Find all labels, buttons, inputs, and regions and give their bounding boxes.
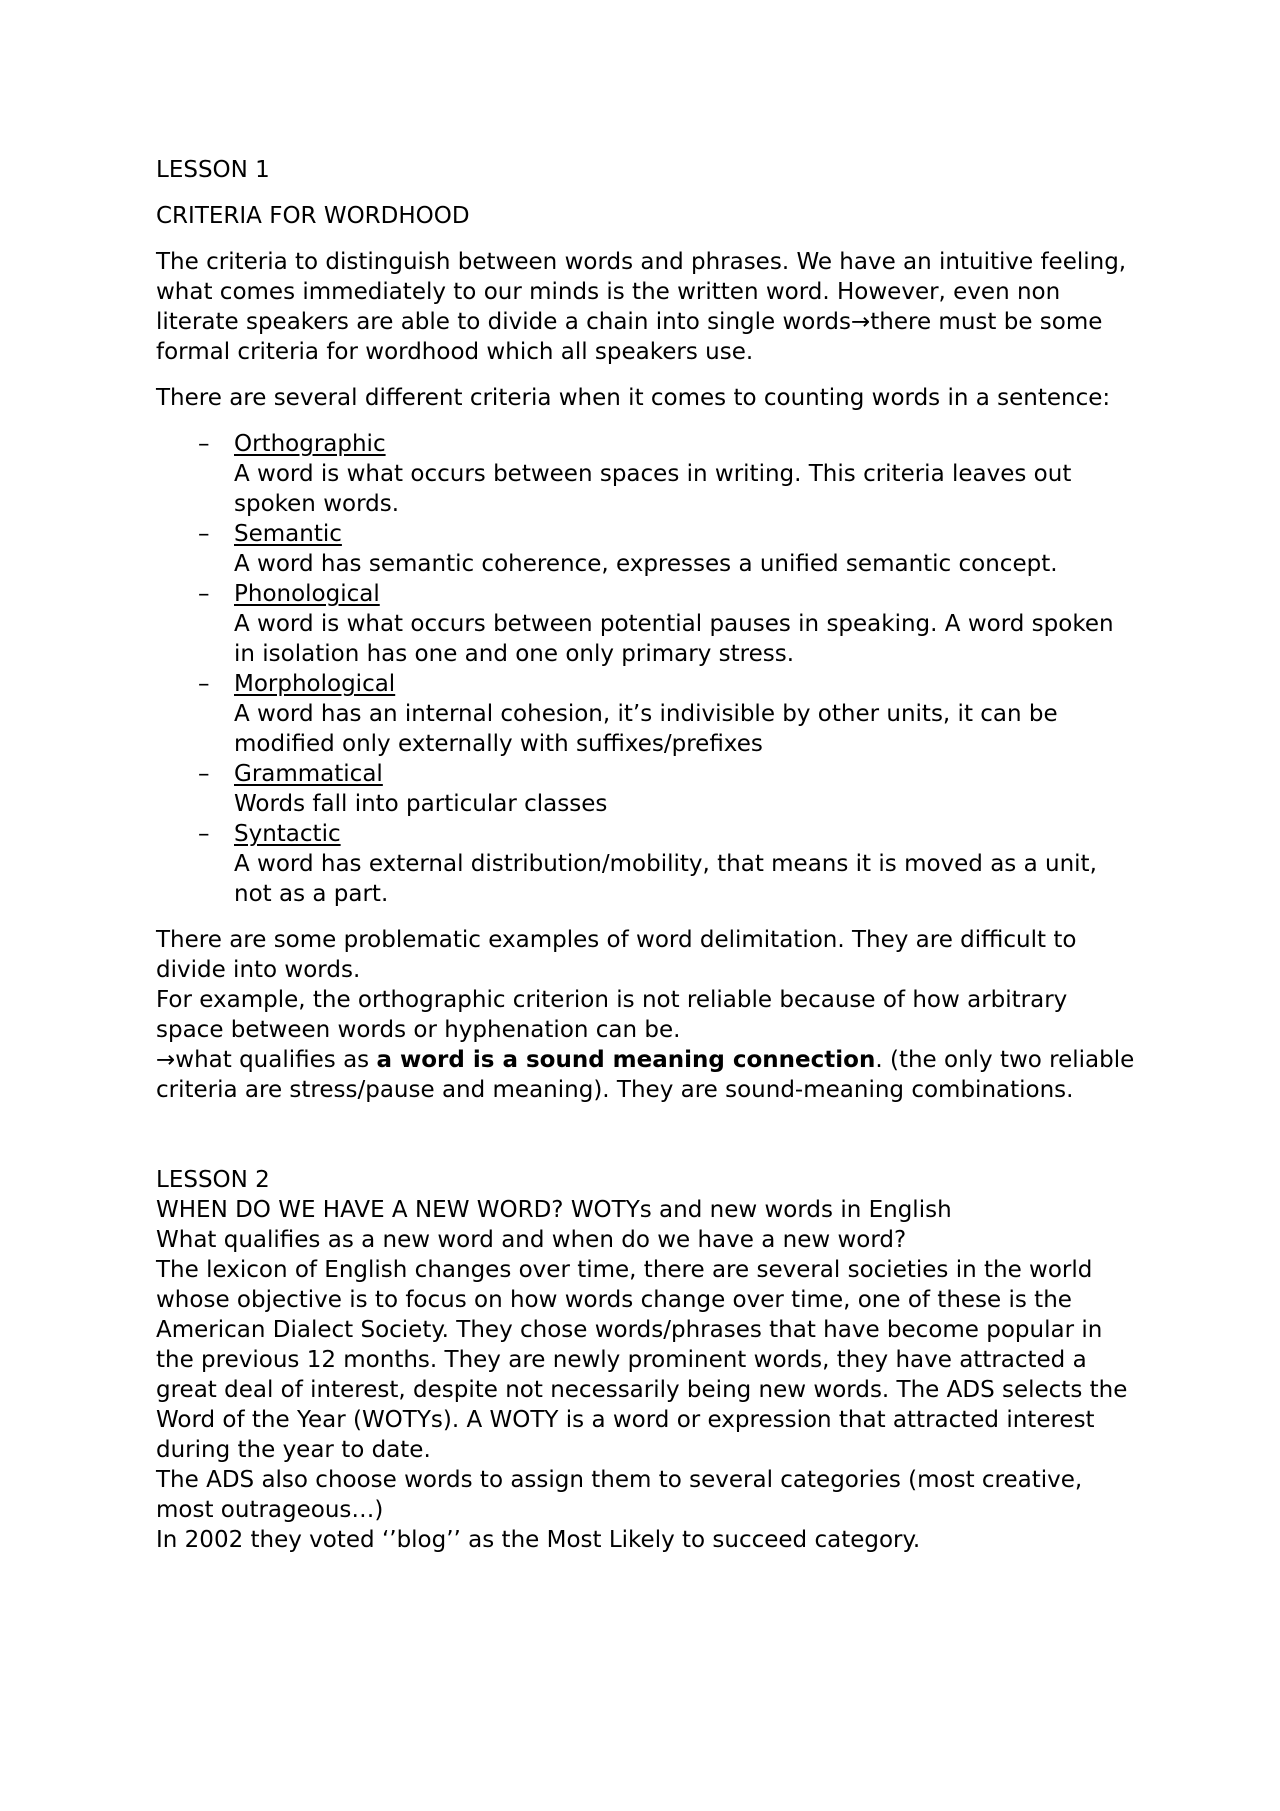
conclusion-bold-phrase: a word is a sound meaning connection xyxy=(376,1047,876,1073)
list-item xyxy=(156,579,1136,669)
lesson-1-heading: LESSON 1 xyxy=(156,157,270,183)
problematic-examples xyxy=(156,925,1136,1105)
lesson-2-title: WHEN DO WE HAVE A NEW WORD? WOTYs and new words in English xyxy=(156,1197,952,1223)
criterion-title: Grammatical xyxy=(234,761,383,787)
conclusion-tail: . (the only two reliable criteria are stress/pause and meaning). They are sound-meaning combinations. xyxy=(156,1047,1135,1103)
lesson-2-section xyxy=(156,1165,1136,1555)
dash-bullet: – xyxy=(198,431,210,457)
conclusion-lead: →what qualifies as xyxy=(156,1047,377,1073)
problem-paragraph-2: For example, the orthographic criterion is not reliable because of how arbitrary space between words or hyphenation can be. xyxy=(156,987,1068,1043)
lesson-1-intro: The criteria to distinguish between words and phrases. We have an intuitive feeling, what comes immediately to our minds is the written word. However, even non literate speakers are able to divide a chain into single words→there must be some formal criteria for wordhood which all speakers use. xyxy=(156,249,1127,365)
criterion-title: Morphological xyxy=(234,671,396,697)
criterion-title: Phonological xyxy=(234,581,380,607)
lesson-2-paragraph-3: In 2002 they voted ‘’blog’’ as the Most Likely to succeed category. xyxy=(156,1527,921,1553)
lesson-2-paragraph-2: The ADS also choose words to assign them to several categories (most creative, most outrageous…) xyxy=(156,1467,1083,1523)
criteria-list-intro: There are several different criteria when it comes to counting words in a sentence: xyxy=(156,385,1111,411)
conclusion-paragraph xyxy=(156,1045,1136,1105)
lesson-2-paragraph-1: The lexicon of English changes over time, there are several societies in the world whose objective is to focus on how words change over time, one of these is the American Dialect Society. They chose words/phrases that have become popular in the previous 12 months. They are newly prominent words, they have attracted a great deal of interest, despite not necessarily being new words. The ADS selects the Word of the Year (WOTYs). A WOTY is a word or expression that attracted interest during the year to date. xyxy=(156,1257,1128,1463)
lesson-1-title: CRITERIA FOR WORDHOOD xyxy=(156,203,470,229)
criterion-description: A word has semantic coherence, expresses a unified semantic concept. xyxy=(234,551,1058,577)
list-item xyxy=(156,669,1136,759)
criterion-title: Semantic xyxy=(234,521,342,547)
dash-bullet: – xyxy=(198,581,210,607)
list-item xyxy=(156,759,1136,819)
lesson-2-question: What qualifies as a new word and when do we have a new word? xyxy=(156,1227,907,1253)
list-item xyxy=(156,519,1136,579)
lesson-2-heading: LESSON 2 xyxy=(156,1167,270,1193)
criterion-description: A word is what occurs between potential pauses in speaking. A word spoken in isolation has one and one only primary stress. xyxy=(234,611,1114,667)
criterion-title: Orthographic xyxy=(234,431,386,457)
list-item xyxy=(156,429,1136,519)
problem-paragraph-1: There are some problematic examples of word delimitation. They are difficult to divide into words. xyxy=(156,927,1077,983)
dash-bullet: – xyxy=(198,821,210,847)
criterion-description: A word has an internal cohesion, it’s indivisible by other units, it can be modified only externally with suffixes/prefixes xyxy=(234,701,1058,757)
lesson-1-section xyxy=(156,155,1136,1105)
document-page xyxy=(156,155,1136,1555)
criteria-list xyxy=(156,429,1136,909)
criterion-description: A word has external distribution/mobility, that means it is moved as a unit, not as a part. xyxy=(234,851,1097,907)
list-item xyxy=(156,819,1136,909)
dash-bullet: – xyxy=(198,521,210,547)
criterion-description: A word is what occurs between spaces in writing. This criteria leaves out spoken words. xyxy=(234,461,1072,517)
dash-bullet: – xyxy=(198,761,210,787)
dash-bullet: – xyxy=(198,671,210,697)
criterion-description: Words fall into particular classes xyxy=(234,791,608,817)
criterion-title: Syntactic xyxy=(234,821,341,847)
